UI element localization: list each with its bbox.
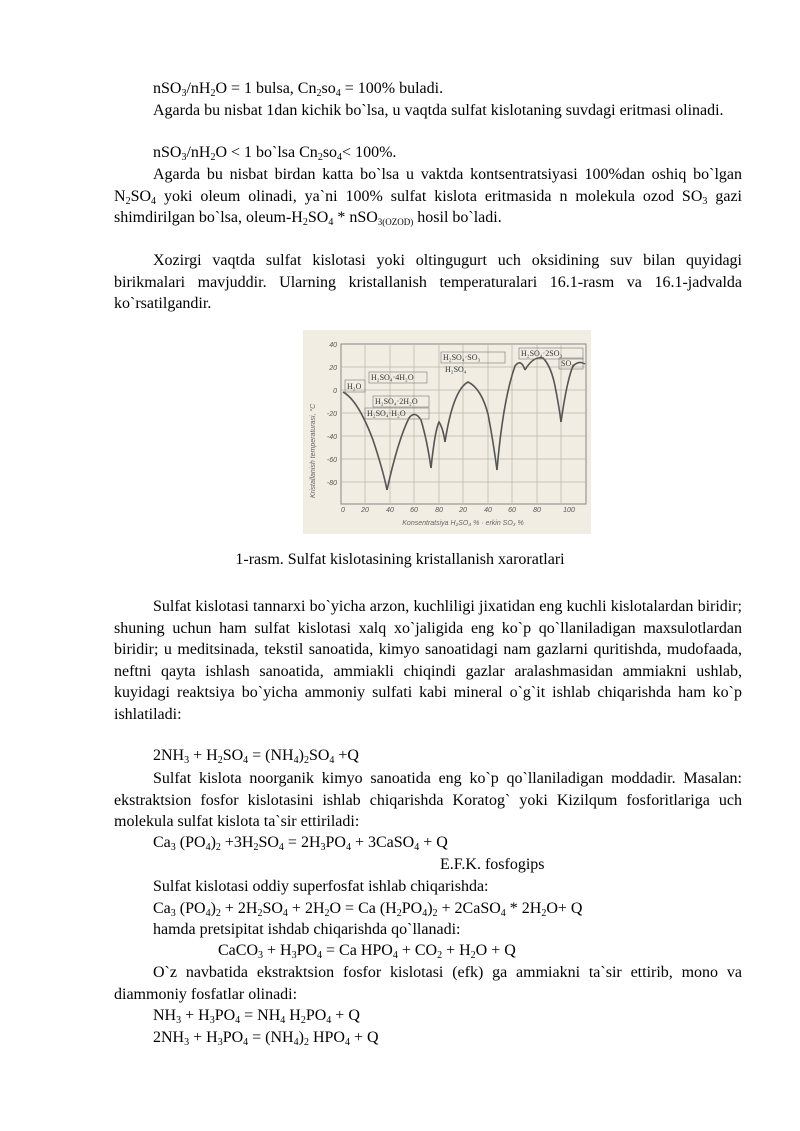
paragraph-less-than-one: Agarda bu nisbat 1dan kichik bo`lsa, u vaqtda sulfat kislotaning suvdagi eritmasi olinadi.	[153, 102, 724, 119]
equation-subscript: 3	[209, 1015, 215, 1026]
equation-text: SO	[262, 900, 283, 917]
equation-subscript: 2	[215, 908, 221, 919]
equation-subscript: 3	[184, 755, 190, 766]
paragraph-superphosphate: Sulfat kislotasi oddiy superfosfat ishlab chiqarishda:	[153, 878, 489, 895]
x-tick-label: 80	[533, 507, 541, 514]
equation-text: + 2H	[220, 900, 258, 917]
equation-subscript: 2	[470, 950, 476, 961]
paragraph-oleum: Agarda bu nisbat birdan katta bo`lsa u vaktda kontsentratsiyasi 100%dan oshiq bo`lgan $N_2SO_4$ yoki oleum olinadi, ya`ni 100% sulfat kislota eritmasida n molekula ozod $SO_3$ gazi shimdirilgan bo`lsa, oleum-$H_2SO_4 * nSO_{3(OZOD)}$ hosil bo`ladi.	[114, 166, 742, 228]
equation-subscript: 2	[303, 1037, 309, 1048]
y-tick-label: 0	[333, 388, 337, 395]
equation-text: SO	[308, 747, 330, 764]
equation-subscript: 4	[243, 755, 249, 766]
equation-subscript: 2	[324, 908, 330, 919]
equation-text: 2NH	[153, 747, 185, 764]
region-label: SO₃	[561, 359, 575, 368]
equation-subscript: 4	[235, 1015, 241, 1026]
paragraph-uses: Sulfat kislotasi tannarxi bo`yicha arzon, kuchliligi jixatidan eng kuchli kislotalardan biridir; shuning uchun ham sulfat kislotasi xalq xo`jaligida eng ko`p qo`llaniladigan maxsulotlardan biridir; u meditsinada, tekstil sanoatida, kimyo sanoatidagi nam gazlarni quritishda, mudofaada, neftni qayta ishlash sanoatida, ammiakli chiqindi gazlar aralashmasidan ammiakni ushlab, kuyidagi reaktsiya bo`yicha ammoniy sulfati kabi mineral o`g`it ishlab chiqarishda ham ko`p ishlatiladi:	[114, 598, 742, 723]
equation-text: + Q	[331, 1007, 360, 1024]
equation-superphosphate	[153, 899, 582, 919]
x-tick-label: 80	[435, 507, 443, 514]
equation-text: + 3CaSO	[350, 834, 415, 851]
equation-text: (PO	[175, 900, 206, 917]
region-label: H₂SO₄	[445, 365, 467, 374]
region-label: H₂SO₄·4H₂O	[371, 373, 414, 382]
equation-text: NH	[153, 1007, 177, 1024]
x-tick-label: 20	[459, 507, 467, 514]
equation-text: CaCO	[218, 942, 258, 959]
equation-subscript: 4	[205, 908, 211, 919]
equation-subscript: 4	[422, 908, 428, 919]
equation-text: + H	[442, 942, 471, 959]
equation-text: + H	[263, 942, 292, 959]
equation-text: = (NH	[248, 747, 294, 764]
equation-subscript: 4	[500, 908, 506, 919]
equation-text: PO	[305, 1007, 327, 1024]
equation-text: +Q	[334, 747, 359, 764]
equation-text: )	[210, 900, 216, 917]
equation-text: H	[285, 1007, 301, 1024]
equation-subscript: 3	[217, 1037, 223, 1048]
equation-subscript: 2	[215, 842, 221, 853]
equation-subscript: 4	[293, 755, 299, 766]
equation-subscript: 4	[205, 842, 211, 853]
equation-subscript: 4	[280, 1015, 286, 1026]
region-label: H₂SO₄·2H₂O	[375, 397, 418, 406]
equation-text: O = Ca (H	[329, 900, 397, 917]
equation-subscript: 2	[217, 755, 223, 766]
equation-subscript: 3	[170, 842, 176, 853]
equation-subscript: 4	[329, 755, 335, 766]
equation-text: )	[210, 834, 216, 851]
equation-text: + H	[189, 1029, 218, 1046]
equation-subscript: 4	[278, 842, 284, 853]
equation-subscript: 3	[258, 950, 263, 961]
equation-subscript: 4	[293, 1037, 299, 1048]
equation-text: )	[298, 1029, 304, 1046]
equation-text: +3H	[220, 834, 254, 851]
paragraph-ammonium-phosphates: O`z navbatida ekstraktsion fosfor kislotasi (efk) ga ammiakni ta`sir ettirib, mono va diammoniy fosfatlar olinadi:	[114, 964, 742, 1003]
equation-text: Ca	[153, 900, 171, 917]
region-label: H₂SO₄·H₂O	[367, 409, 406, 418]
equation-subscript: 2	[257, 908, 263, 919]
region-label: H₂SO₄·2SO₃	[521, 349, 563, 358]
equation-text: PO	[325, 834, 346, 851]
equation-monoammonium	[153, 1006, 360, 1026]
equation-subscript: 3	[184, 1037, 190, 1048]
equation-diammonium	[153, 1028, 379, 1048]
y-tick-label: -20	[326, 411, 337, 418]
equation-subscript: 3	[320, 842, 326, 853]
equation-subscript: 2	[303, 755, 309, 766]
equation-text: Ca	[153, 834, 171, 851]
x-axis-label: Konsentratsiya H₂SO₄ % · erkin SO₃ %	[402, 520, 524, 527]
paragraph-precipitate: hamda pretsipitat ishdab chiqarishda qo`llanadi:	[153, 921, 461, 938]
equation-subscript: 2	[253, 842, 259, 853]
equation-subscript: 3	[176, 1015, 182, 1026]
y-tick-label: -40	[326, 434, 337, 441]
equation-precipitate	[218, 941, 516, 961]
crystallization-figure	[303, 330, 591, 534]
equation-text: PO	[222, 1029, 244, 1046]
equation-subscript: 3	[291, 950, 297, 961]
equation-subscript: 4	[243, 1037, 249, 1048]
y-tick-label: -80	[326, 480, 337, 487]
equation-subscript: 4	[317, 950, 323, 961]
x-tick-label: 40	[386, 507, 394, 514]
equation-text: + 2CaSO	[437, 900, 501, 917]
equation-ammonium-sulfate	[153, 746, 359, 766]
equation-subscript: 3	[170, 908, 176, 919]
equation-text: (PO	[175, 834, 206, 851]
y-tick-label: -60	[326, 457, 337, 464]
figure-caption: 1-rasm. Sulfat kislotasining kristallanish xaroratlari	[235, 551, 565, 568]
equation-efk-labels: E.F.K. fosfogips	[440, 856, 545, 873]
phase-diagram	[303, 330, 591, 534]
equation-subscript: 4	[414, 842, 420, 853]
equation-text: + H	[181, 1007, 210, 1024]
equation-subscript: 4	[282, 908, 288, 919]
paragraph-phosphoric: Sulfat kislota noorganik kimyo sanoatida eng ko`p qo`llaniladigan moddadir. Masalan: ekstraktsion fosfor kislotasini ishlab chiqarishda Koratog` yoki Kizilqum fosforitlariga uch molekula sulfat kislota ta`sir ettiriladi:	[114, 770, 742, 830]
x-tick-label: 100	[563, 507, 575, 514]
equation-subscript: 2	[396, 908, 402, 919]
equation-text: + 2H	[287, 900, 325, 917]
ratio-less-line: $nSO_3/nH_2O < 1$ bo`lsa $Cn_2so_4< 100\%$.	[153, 144, 397, 163]
equation-subscript: 2	[541, 908, 547, 919]
y-axis-label: Kristallanish temperaturasi, °C	[310, 403, 317, 498]
x-tick-label: 0	[341, 507, 345, 514]
equation-subscript: 2	[300, 1015, 306, 1026]
equation-text: PO	[401, 900, 423, 917]
x-tick-label: 60	[508, 507, 516, 514]
equation-subscript: 2	[432, 908, 438, 919]
equation-text: SO	[222, 747, 244, 764]
ratio-equal-line: $nSO_3/nH_2O = 1$ bulsa, $Cn_2so_4 = 100\%$ buladi.	[153, 80, 444, 99]
equation-subscript: 4	[345, 842, 351, 853]
equation-text: HPO	[308, 1029, 345, 1046]
equation-text: PO	[214, 1007, 236, 1024]
equation-text: = 2H	[283, 834, 321, 851]
equation-text: 2NH	[153, 1029, 185, 1046]
equation-subscript: 2	[437, 950, 443, 961]
equation-subscript: 4	[392, 950, 398, 961]
equation-text: SO	[258, 834, 279, 851]
equation-text: O + Q	[475, 942, 516, 959]
x-tick-label: 60	[410, 507, 418, 514]
x-tick-label: 40	[484, 507, 492, 514]
equation-text: O+ Q	[546, 900, 583, 917]
equation-text: + Q	[419, 834, 448, 851]
equation-text: + CO	[397, 942, 438, 959]
equation-text: + Q	[349, 1029, 379, 1046]
x-tick-label: 20	[361, 507, 369, 514]
equation-efk	[153, 833, 448, 853]
y-tick-label: 20	[329, 365, 337, 372]
region-label: H₂SO₄·SO₃	[443, 353, 481, 362]
y-tick-label: 40	[329, 342, 337, 349]
equation-text: = NH	[240, 1007, 281, 1024]
equation-subscript: 4	[344, 1037, 350, 1048]
equation-subscript: 4	[326, 1015, 332, 1026]
equation-text: = (NH	[248, 1029, 294, 1046]
equation-text: = Ca HPO	[322, 942, 393, 959]
equation-text: )	[427, 900, 433, 917]
equation-text: )	[298, 747, 304, 764]
paragraph-compounds: Xozirgi vaqtda sulfat kislotasi yoki oltingugurt uch oksidining suv bilan quyidagi birikmalari mavjuddir. Ularning kristallanish temperaturalari 16.1-rasm va 16.1-jadvalda ko`rsatilgandir.	[114, 252, 742, 312]
equation-text: PO	[296, 942, 318, 959]
equation-text: * 2H	[505, 900, 542, 917]
equation-text: + H	[189, 747, 218, 764]
region-label: H₂O	[347, 382, 362, 391]
